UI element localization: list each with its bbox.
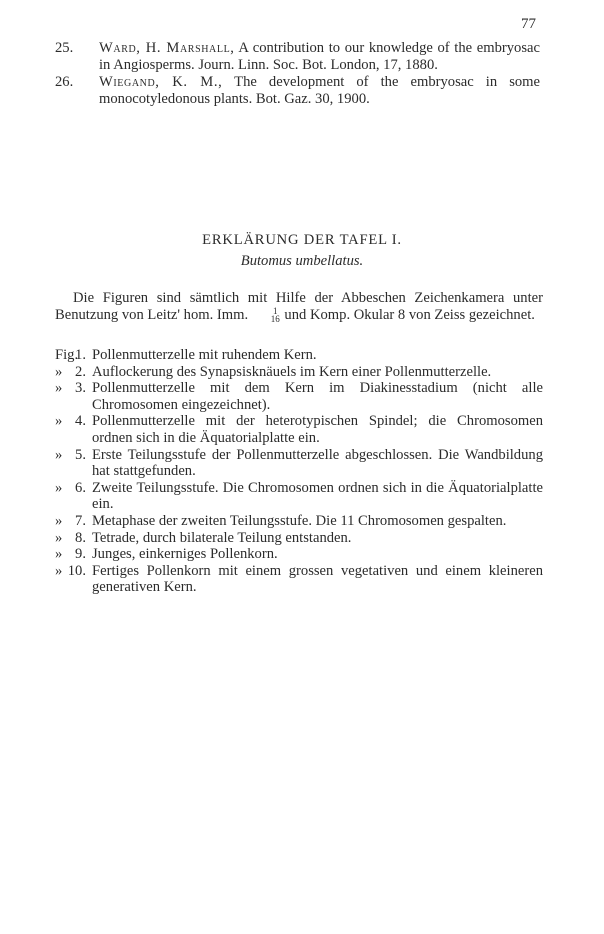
figure-label (55, 546, 86, 563)
figure-label (55, 347, 86, 364)
reference-item (55, 40, 540, 73)
figure-caption (55, 480, 543, 513)
figure-caption (55, 546, 543, 563)
figure-number: 10. (67, 562, 86, 579)
figure-text: Metaphase der zweiten Teilungsstufe. Die 11 Chromosomen gespalten. (92, 512, 507, 529)
figure-number: 2. (75, 363, 86, 380)
figure-number: 1. (75, 347, 86, 363)
figure-text: Tetrade, durch bilaterale Teilung entstanden. (92, 529, 352, 546)
reference-text: A contribution to our knowledge of the embryosac in Angiosperms. Journ. Linn. Soc. Bot. London, 17, 1880. (99, 40, 540, 73)
figure-text: Pollenmutterzelle mit der heterotypischen Spindel; die Chromosomen ordnen sich in die Äquatorialplatte ein. (92, 413, 543, 446)
figure-label (55, 447, 86, 464)
figure-label (55, 364, 86, 381)
figure-label (55, 563, 86, 580)
figure-label (55, 513, 86, 530)
figure-number: 8. (75, 529, 86, 546)
intro-paragraph (55, 290, 543, 323)
figure-label (55, 380, 86, 397)
figure-label (55, 480, 86, 497)
ditto-mark: » (55, 546, 63, 563)
species-subheading: Butomus umbellatus. (240, 253, 364, 269)
figure-label (55, 530, 86, 547)
figure-text: Junges, einkerniges Pollenkorn. (92, 546, 278, 563)
figure-caption (55, 413, 543, 446)
ditto-mark: » (55, 512, 63, 529)
figure-number: 9. (75, 546, 86, 563)
reference-number: 25. (55, 40, 74, 56)
ditto-mark: » (55, 479, 63, 496)
figure-caption-list (55, 347, 543, 596)
fraction-numerator: 1 (273, 305, 278, 316)
ditto-mark: » (55, 529, 63, 546)
figure-caption (55, 513, 543, 530)
figure-caption (55, 530, 543, 547)
figure-caption (55, 563, 543, 596)
figure-caption (55, 447, 543, 480)
figure-caption (55, 364, 543, 381)
figure-text: Erste Teilungsstufe der Pollenmutterzelle abgeschlossen. Die Wandbildung hat stattgefunden. (92, 446, 543, 480)
ditto-mark: » (55, 413, 63, 430)
plate-explanation-heading: ERKLÄRUNG DER TAFEL I. (202, 232, 402, 248)
figure-number: 6. (75, 479, 86, 496)
figure-text: Auflockerung des Synapsisknäuels im Kern einer Pollenmutterzelle. (92, 363, 492, 380)
reference-number: 26. (55, 74, 74, 91)
figure-text: Zweite Teilungsstufe. Die Chromosomen ordnen sich in die Äquatorialplatte ein. (92, 479, 543, 513)
figure-prefix: Fig. (55, 347, 79, 363)
figure-number: 7. (75, 512, 86, 529)
reference-list (55, 40, 540, 108)
ditto-mark: » (55, 380, 63, 397)
figure-number: 5. (75, 446, 86, 463)
reference-text: The development of the embryosac in some monocotyledonous plants. Bot. Gaz. 30, 1900. (99, 74, 540, 107)
figure-number: 4. (75, 413, 86, 430)
figure-text: Pollenmutterzelle mit ruhendem Kern. (92, 347, 317, 363)
intro-text-before: Die Figuren sind sämtlich mit Hilfe der Abbeschen Zeichenkamera unter Benutzung von Leitz' hom. Imm. (55, 290, 543, 323)
reference-item (55, 74, 540, 107)
figure-caption (55, 380, 543, 413)
reference-author: Ward, H. Marshall, (99, 40, 235, 56)
objective-fraction (253, 307, 280, 323)
figure-text: Fertiges Pollenkorn mit einem grossen vegetativen und einem kleineren generativen Kern. (92, 562, 543, 596)
intro-text-after: und Komp. Okular 8 von Zeiss gezeichnet. (280, 306, 535, 323)
ditto-mark: » (55, 562, 63, 579)
figure-label (55, 413, 86, 430)
page-number: 77 (521, 16, 536, 32)
fraction-denominator: 16 (270, 313, 280, 324)
figure-caption (55, 347, 543, 364)
figure-number: 3. (75, 380, 86, 397)
ditto-mark: » (55, 446, 63, 463)
ditto-mark: » (55, 363, 63, 380)
reference-author: Wiegand, K. M., (99, 74, 223, 91)
figure-text: Pollenmutterzelle mit dem Kern im Diakinesstadium (nicht alle Chromosomen eingezeichnet). (92, 380, 543, 413)
